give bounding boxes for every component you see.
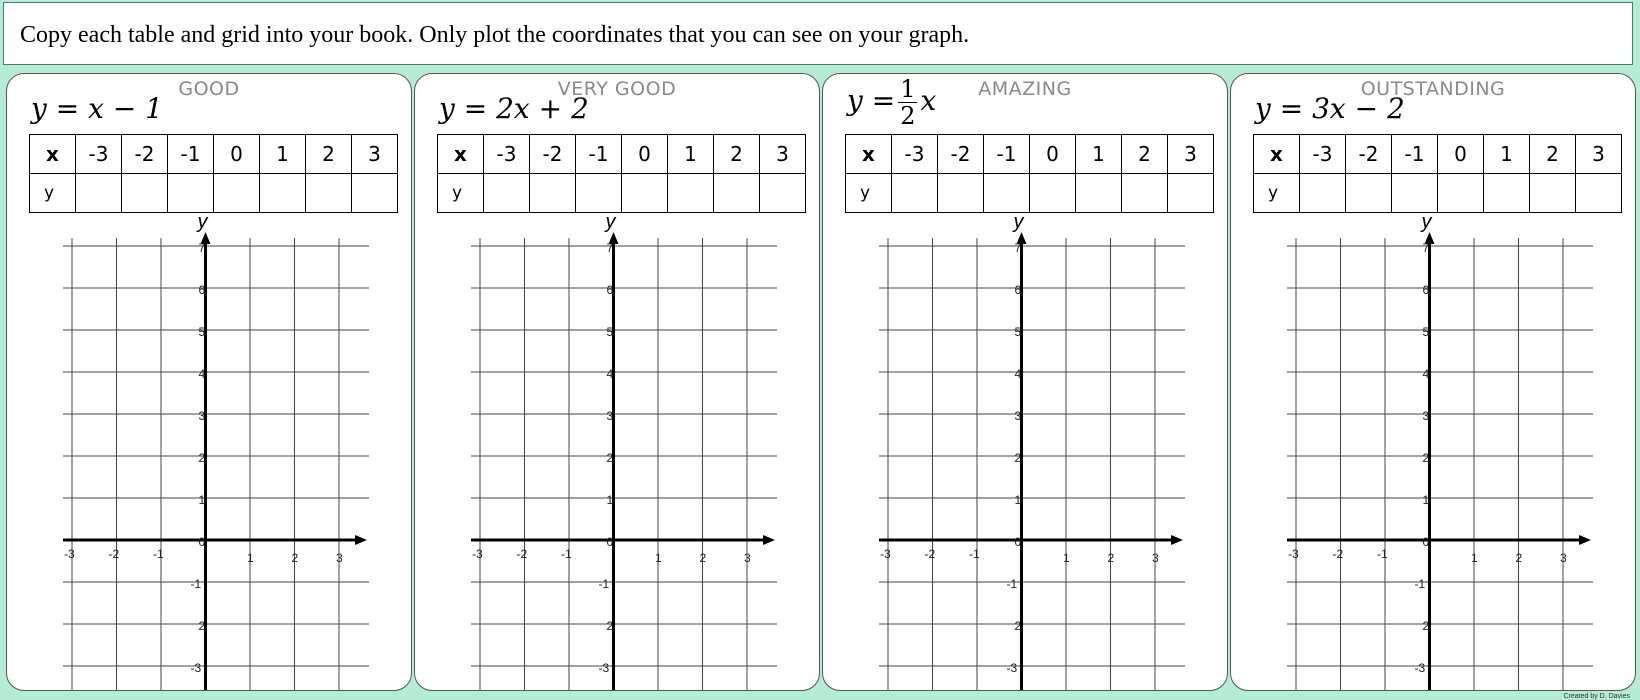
equation-suffix: x xyxy=(920,84,937,117)
x-tick-label: 3 xyxy=(1152,551,1159,565)
x-axis-arrow xyxy=(1171,535,1183,545)
y-tick-label: 5 xyxy=(1014,325,1022,339)
y-tick-label: 0 xyxy=(1014,535,1022,549)
y-axis-label: y xyxy=(1421,214,1432,233)
x-value: 0 xyxy=(214,135,260,174)
x-value: -1 xyxy=(576,135,622,174)
y-tick-label: 2 xyxy=(1422,451,1430,465)
fraction-denominator: 2 xyxy=(900,102,916,130)
x-value: 2 xyxy=(714,135,760,174)
y-cell[interactable] xyxy=(1346,174,1392,213)
coordinate-grid xyxy=(1231,214,1635,692)
x-value: 3 xyxy=(1576,135,1622,174)
equation: y = 2x + 2 xyxy=(439,92,589,125)
x-value: 2 xyxy=(1122,135,1168,174)
x-header: x xyxy=(438,135,484,174)
x-row xyxy=(30,135,398,174)
y-cell[interactable] xyxy=(214,174,260,213)
x-tick-label: 1 xyxy=(1063,551,1070,565)
y-tick-label: 2 xyxy=(198,619,206,633)
y-tick-label: -3 xyxy=(1006,661,1018,675)
x-tick-label: 2 xyxy=(1107,551,1115,565)
x-value: -3 xyxy=(76,135,122,174)
x-tick-label: 1 xyxy=(1471,551,1478,565)
y-tick-label: 1 xyxy=(198,493,206,507)
y-tick-label: 5 xyxy=(198,325,206,339)
equation-prefix: y = xyxy=(847,84,896,117)
y-cell[interactable] xyxy=(1300,174,1346,213)
x-tick-label: -2 xyxy=(516,547,528,561)
y-cell[interactable] xyxy=(760,174,806,213)
y-row xyxy=(30,174,398,213)
y-cell[interactable] xyxy=(576,174,622,213)
worksheet-panel-outstanding xyxy=(1230,73,1636,691)
x-value: 3 xyxy=(352,135,398,174)
y-tick-label: 3 xyxy=(1422,409,1430,423)
x-axis-arrow xyxy=(763,535,775,545)
y-axis-label: y xyxy=(197,214,208,233)
y-cell[interactable] xyxy=(938,174,984,213)
x-tick-label: -1 xyxy=(1377,547,1388,561)
y-tick-label: -3 xyxy=(598,661,610,675)
y-tick-label: 1 xyxy=(1014,493,1022,507)
y-cell[interactable] xyxy=(668,174,714,213)
level-label: GOOD xyxy=(178,78,240,100)
y-cell[interactable] xyxy=(306,174,352,213)
x-value: 3 xyxy=(1168,135,1214,174)
x-tick-label: -3 xyxy=(880,547,891,561)
y-tick-label: 6 xyxy=(1422,283,1430,297)
x-value: -3 xyxy=(484,135,530,174)
y-cell[interactable] xyxy=(1438,174,1484,213)
y-tick-label: 6 xyxy=(198,283,206,297)
y-header: y xyxy=(1254,174,1300,213)
y-tick-label: 5 xyxy=(1422,325,1430,339)
y-tick-label: 7 xyxy=(606,241,614,255)
y-row xyxy=(1254,174,1622,213)
y-cell[interactable] xyxy=(1076,174,1122,213)
x-value: 1 xyxy=(1484,135,1530,174)
y-cell[interactable] xyxy=(984,174,1030,213)
xy-table xyxy=(29,134,398,213)
x-value: 1 xyxy=(260,135,306,174)
level-label: AMAZING xyxy=(978,78,1072,100)
y-cell[interactable] xyxy=(1168,174,1214,213)
y-tick-label: 6 xyxy=(606,283,614,297)
worksheet-panel-very-good xyxy=(414,73,820,691)
x-value: 1 xyxy=(668,135,714,174)
worksheet-panel-amazing xyxy=(822,73,1228,691)
y-tick-label: 3 xyxy=(198,409,206,423)
x-axis-arrow xyxy=(355,535,367,545)
x-tick-label: 1 xyxy=(655,551,662,565)
credit-text: Created by D. Davies xyxy=(1563,693,1630,700)
xy-table xyxy=(845,134,1214,213)
fraction xyxy=(898,76,917,129)
y-tick-label: 2 xyxy=(606,619,614,633)
x-header: x xyxy=(30,135,76,174)
y-tick-label: 2 xyxy=(1014,619,1022,633)
y-header: y xyxy=(846,174,892,213)
y-tick-label: 0 xyxy=(198,535,206,549)
y-tick-label: -1 xyxy=(598,577,610,591)
y-tick-label: 3 xyxy=(1014,409,1022,423)
x-value: -3 xyxy=(892,135,938,174)
x-value: 0 xyxy=(622,135,668,174)
x-axis-arrow xyxy=(1579,535,1591,545)
y-cell[interactable] xyxy=(1484,174,1530,213)
y-row xyxy=(846,174,1214,213)
x-value: 3 xyxy=(760,135,806,174)
y-tick-label: -1 xyxy=(190,577,202,591)
x-tick-label: -3 xyxy=(1288,547,1299,561)
y-tick-label: 2 xyxy=(1422,619,1430,633)
y-tick-label: -1 xyxy=(1414,577,1426,591)
worksheet-panel-good xyxy=(6,73,412,691)
y-cell[interactable] xyxy=(1530,174,1576,213)
y-tick-label: 4 xyxy=(606,367,614,381)
x-value: -1 xyxy=(168,135,214,174)
y-tick-label: 0 xyxy=(1422,535,1430,549)
equation xyxy=(847,76,936,129)
y-cell[interactable] xyxy=(168,174,214,213)
x-tick-label: 2 xyxy=(699,551,707,565)
y-cell[interactable] xyxy=(1392,174,1438,213)
x-tick-label: -2 xyxy=(924,547,936,561)
x-tick-label: 2 xyxy=(1515,551,1523,565)
xy-table xyxy=(437,134,806,213)
x-header: x xyxy=(1254,135,1300,174)
y-tick-label: 4 xyxy=(1014,367,1022,381)
y-tick-label: 1 xyxy=(606,493,614,507)
x-value: 1 xyxy=(1076,135,1122,174)
y-tick-label: 2 xyxy=(606,451,614,465)
coordinate-grid xyxy=(823,214,1227,692)
y-tick-label: -3 xyxy=(1414,661,1426,675)
coordinate-grid xyxy=(415,214,819,692)
equation: y = 3x − 2 xyxy=(1255,92,1405,125)
y-tick-label: 0 xyxy=(606,535,614,549)
y-cell[interactable] xyxy=(1122,174,1168,213)
fraction-numerator: 1 xyxy=(900,75,916,103)
y-cell[interactable] xyxy=(622,174,668,213)
x-value: -1 xyxy=(1392,135,1438,174)
y-tick-label: 7 xyxy=(1422,241,1430,255)
y-tick-label: 4 xyxy=(1422,367,1430,381)
y-tick-label: 7 xyxy=(198,241,206,255)
y-tick-label: 7 xyxy=(1014,241,1022,255)
y-tick-label: 1 xyxy=(1422,493,1430,507)
y-tick-label: -1 xyxy=(1006,577,1018,591)
equation: y = x − 1 xyxy=(31,92,163,125)
y-tick-label: 3 xyxy=(606,409,614,423)
x-value: -2 xyxy=(530,135,576,174)
x-tick-label: 3 xyxy=(1560,551,1567,565)
x-value: -2 xyxy=(122,135,168,174)
x-header: x xyxy=(846,135,892,174)
y-tick-label: 6 xyxy=(1014,283,1022,297)
x-tick-label: -2 xyxy=(1332,547,1344,561)
x-tick-label: 3 xyxy=(744,551,751,565)
level-label: OUTSTANDING xyxy=(1360,78,1506,100)
instruction-banner xyxy=(3,2,1633,65)
y-cell[interactable] xyxy=(714,174,760,213)
y-cell[interactable] xyxy=(76,174,122,213)
x-tick-label: 1 xyxy=(247,551,254,565)
y-cell[interactable] xyxy=(122,174,168,213)
x-value: -2 xyxy=(1346,135,1392,174)
x-tick-label: 3 xyxy=(336,551,343,565)
x-tick-label: -3 xyxy=(472,547,483,561)
x-value: -3 xyxy=(1300,135,1346,174)
y-header: y xyxy=(30,174,76,213)
x-value: -2 xyxy=(938,135,984,174)
y-header: y xyxy=(438,174,484,213)
x-row xyxy=(438,135,806,174)
y-tick-label: 2 xyxy=(1014,451,1022,465)
y-tick-label: 4 xyxy=(198,367,206,381)
y-cell[interactable] xyxy=(530,174,576,213)
x-tick-label: -3 xyxy=(64,547,75,561)
x-value: 2 xyxy=(306,135,352,174)
y-cell[interactable] xyxy=(260,174,306,213)
y-tick-label: 5 xyxy=(606,325,614,339)
x-tick-label: -2 xyxy=(108,547,120,561)
y-axis-label: y xyxy=(1013,214,1024,233)
y-tick-label: 2 xyxy=(198,451,206,465)
x-row xyxy=(846,135,1214,174)
xy-table xyxy=(1253,134,1622,213)
x-tick-label: -1 xyxy=(153,547,164,561)
x-row xyxy=(1254,135,1622,174)
y-axis-label: y xyxy=(605,214,616,233)
x-value: 2 xyxy=(1530,135,1576,174)
x-tick-label: 2 xyxy=(291,551,299,565)
y-row xyxy=(438,174,806,213)
y-cell[interactable] xyxy=(892,174,938,213)
y-cell[interactable] xyxy=(1030,174,1076,213)
instruction-text: Copy each table and grid into your book. Only plot the coordinates that you can see on your graph. xyxy=(20,22,970,48)
x-value: -1 xyxy=(984,135,1030,174)
level-label: VERY GOOD xyxy=(557,78,677,100)
x-value: 0 xyxy=(1438,135,1484,174)
y-tick-label: -3 xyxy=(190,661,202,675)
x-value: 0 xyxy=(1030,135,1076,174)
y-cell[interactable] xyxy=(352,174,398,213)
x-tick-label: -1 xyxy=(561,547,572,561)
y-cell[interactable] xyxy=(1576,174,1622,213)
y-cell[interactable] xyxy=(484,174,530,213)
coordinate-grid xyxy=(7,214,411,692)
x-tick-label: -1 xyxy=(969,547,980,561)
